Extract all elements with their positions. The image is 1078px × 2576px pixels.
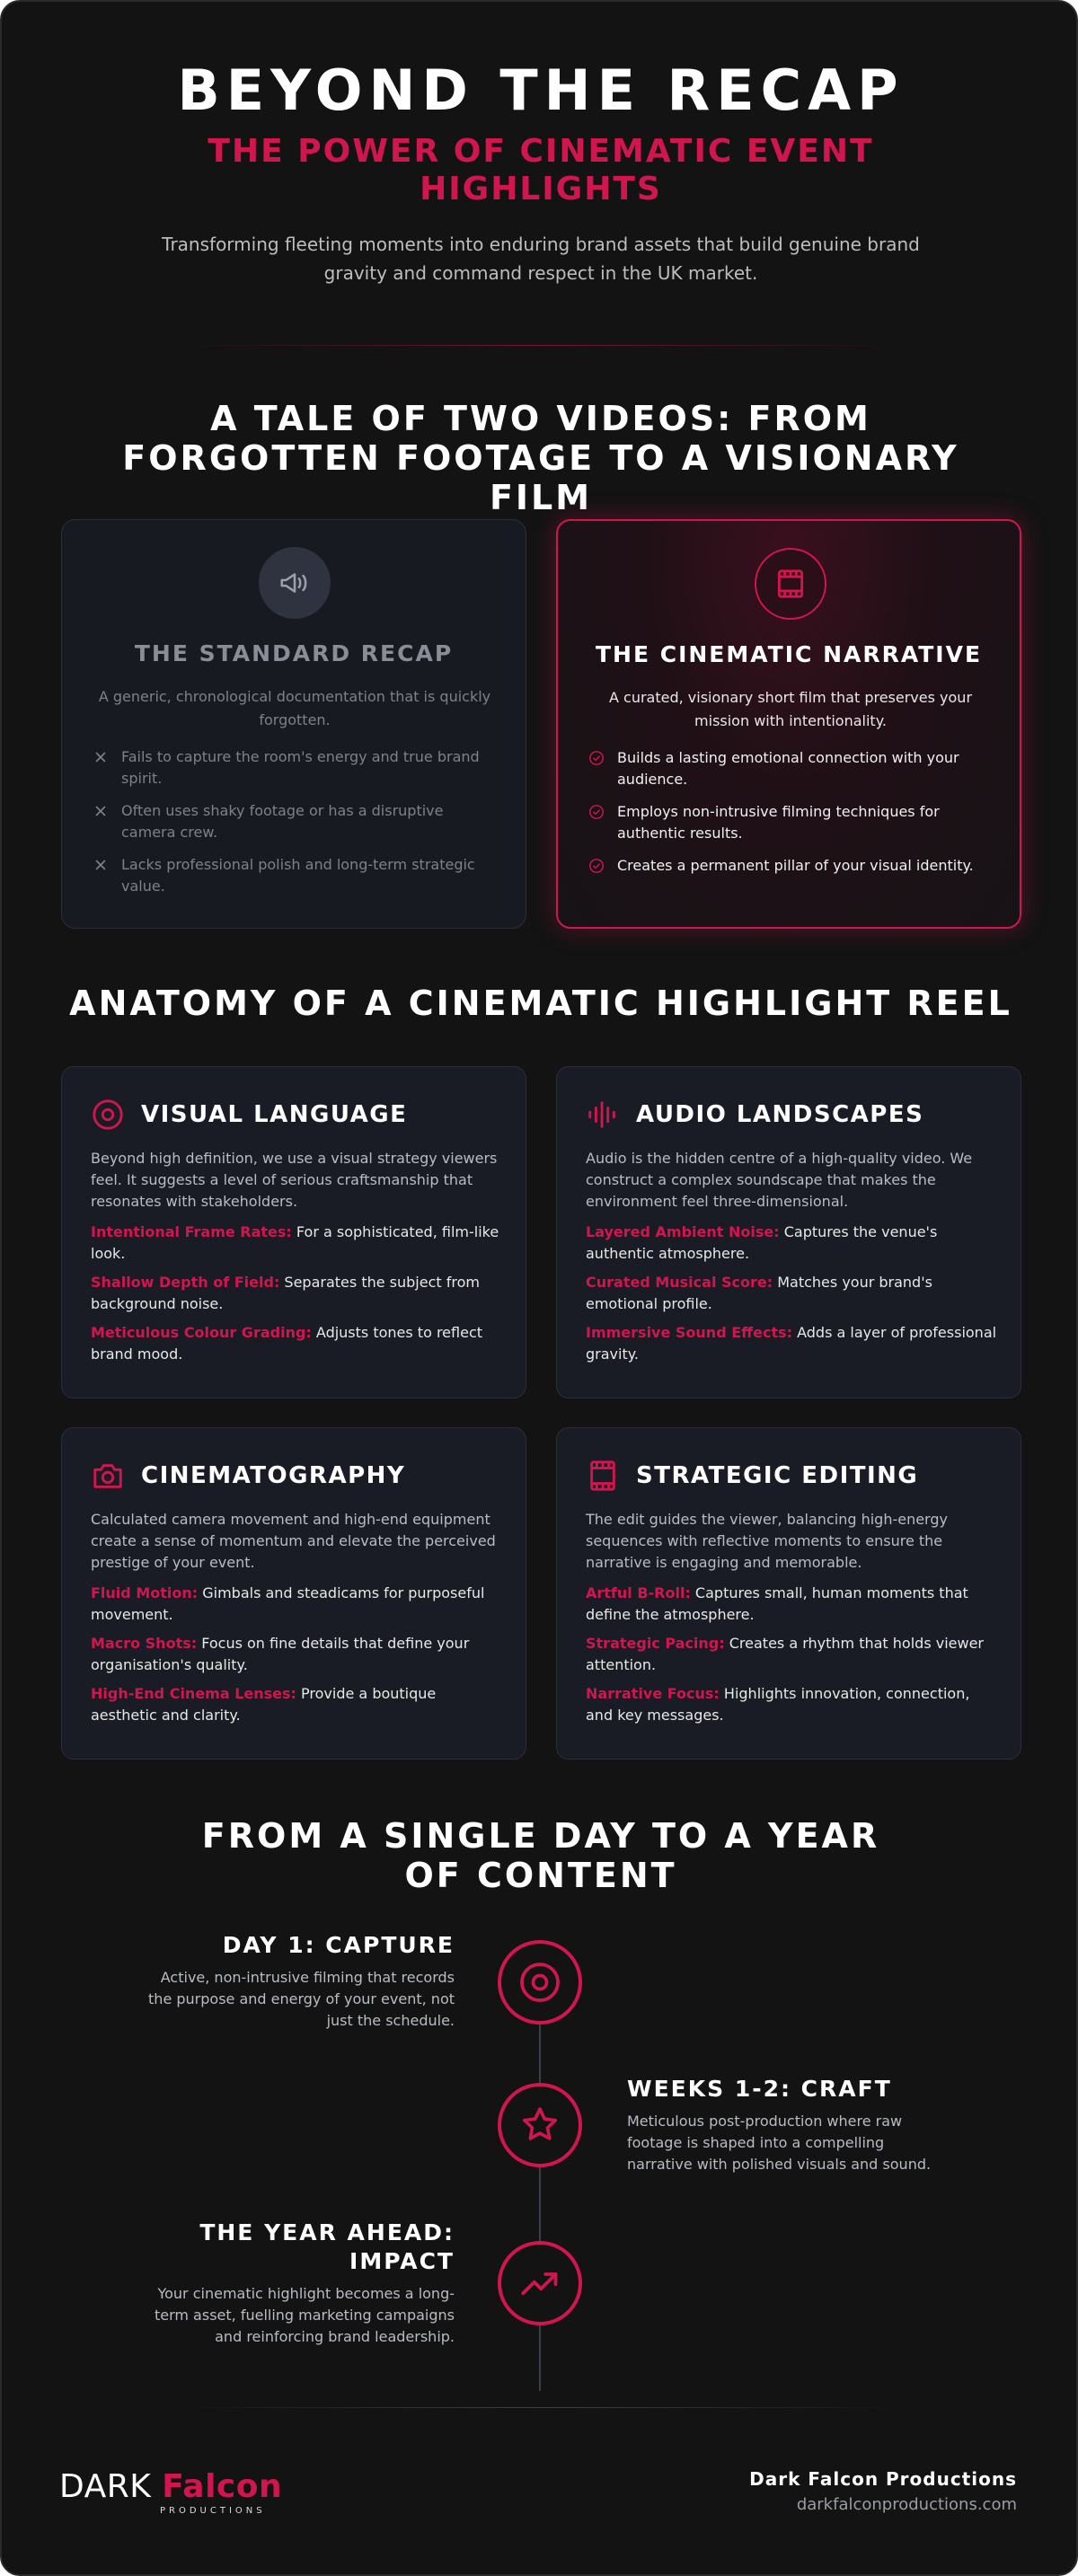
feature-label: Intentional Frame Rates: [91,1223,292,1240]
timeline-step-2-marker [498,2083,582,2167]
hero-divider [181,345,900,346]
check-circle-icon [588,804,605,820]
list-item [586,1272,999,1315]
list-item [588,855,993,877]
feature-text: Captures the venue's authentic atmosphere. [586,1223,938,1262]
trending-up-icon [517,2261,562,2306]
feature-text: Separates the subject from background noise. [91,1274,480,1312]
hero-title: BEYOND THE RECAP [177,57,905,123]
list-item-text: Lacks professional polish and long-term strategic value. [121,856,475,895]
card-title: AUDIO LANDSCAPES [636,1101,924,1128]
card-title: STRATEGIC EDITING [636,1462,919,1489]
list-item [586,1322,999,1365]
feature-text: Gimbals and steadicams for purposeful movement. [91,1584,485,1623]
logo-subtext: PRODUCTIONS [160,2506,266,2516]
footer-divider [181,2407,900,2408]
strategic-editing-card [556,1427,1021,1760]
list-item [91,1222,504,1265]
hero-description: Transforming fleeting moments into enduring brand assets that build genuine brand gravity and command respect in the UK market. [162,234,920,284]
cinematography-card [61,1427,526,1760]
list-item [93,854,497,897]
footer-website-link[interactable]: darkfalconproductions.com [796,2495,1017,2514]
cinematic-narrative-title: THE CINEMATIC NARRATIVE [595,641,983,667]
hero-subtitle: THE POWER OF CINEMATIC EVENT HIGHLIGHTS [208,133,874,207]
list-item-text: Often uses shaky footage or has a disruptive camera crew. [121,802,444,841]
card-feature-list [586,1222,999,1372]
list-item-text: Fails to capture the room's energy and true brand spirit. [121,748,480,787]
feature-text: Highlights innovation, connection, and key messages. [586,1685,970,1724]
target-icon [517,1960,562,2005]
feature-label: Fluid Motion: [91,1584,199,1601]
card-feature-list [91,1222,504,1372]
feature-label: High-End Cinema Lenses: [91,1685,296,1702]
feature-text: Adjusts tones to reflect brand mood. [91,1324,483,1363]
card-feature-list [91,1583,504,1734]
cross-icon [93,749,109,765]
timeline-step-3-marker [498,2241,582,2325]
list-item [93,800,497,843]
timeline-step-2-description: Meticulous post-production where raw footage is shaped into a compelling narrative with polished visuals and sound. [627,2113,932,2173]
standard-recap-list [93,746,497,908]
timeline-step-3-description: Your cinematic highlight becomes a long-term asset, fuelling marketing campaigns and reinforcing brand leadership. [154,2285,455,2345]
timeline-step-2-title: WEEKS 1-2: CRAFT [627,2076,892,2102]
feature-label: Curated Musical Score: [586,1274,773,1291]
feature-label: Layered Ambient Noise: [586,1223,780,1240]
feature-label: Strategic Pacing: [586,1635,725,1652]
list-item [91,1633,504,1676]
list-item-text: Creates a permanent pillar of your visual identity. [617,857,974,874]
list-item-text: Builds a lasting emotional connection with your audience. [617,749,959,788]
list-item [586,1633,999,1676]
audio-landscapes-card [556,1066,1021,1398]
timeline-step-1-description: Active, non-intrusive filming that records the purpose and energy of your event, not just the schedule. [148,1969,455,2029]
list-item [586,1683,999,1726]
camera-icon [91,1459,125,1493]
target-icon [91,1098,125,1132]
list-item [586,1222,999,1265]
cross-icon [93,857,109,873]
timeline-step-1-title: DAY 1: CAPTURE [222,1932,455,1958]
card-description: Calculated camera movement and high-end equipment create a sense of momentum and elevate the perceived prestige of your event. [91,1511,496,1571]
list-item [586,1583,999,1626]
cinematic-narrative-list [588,747,993,887]
check-circle-icon [588,750,605,766]
standard-recap-description: A generic, chronological documentation that is quickly forgotten. [98,688,491,728]
audio-wave-icon [586,1098,620,1132]
star-icon [518,2104,561,2147]
company-logo [59,2468,283,2516]
feature-text: Captures small, human moments that define the atmosphere. [586,1584,968,1623]
card-description: Beyond high definition, we use a visual strategy viewers feel. It suggests a level of serious craftsmanship that resonates with stakeholders. [91,1150,498,1210]
comparison-title: A TALE OF TWO VIDEOS: FROM FORGOTTEN FOOTAGE TO A VISIONARY FILM [122,399,959,517]
standard-recap-title: THE STANDARD RECAP [134,640,454,666]
feature-text: Creates a rhythm that holds viewer attention. [586,1635,985,1673]
standard-recap-card [61,519,526,929]
timeline-title: FROM A SINGLE DAY TO A YEAR OF CONTENT [201,1816,880,1895]
list-item-text: Employs non-intrusive filming techniques for authentic results. [617,803,940,842]
feature-label: Macro Shots: [91,1635,198,1652]
cinematic-narrative-description: A curated, visionary short film that preserves your mission with intentionality. [608,689,973,729]
feature-label: Meticulous Colour Grading: [91,1324,312,1341]
card-description: The edit guides the viewer, balancing high-energy sequences with reflective moments to ensure the narrative is engaging and memorable. [586,1511,948,1571]
list-item [93,746,497,790]
feature-text: Focus on fine details that define your organisation's quality. [91,1635,470,1673]
film-icon [755,548,826,620]
feature-text: Provide a boutique aesthetic and clarity. [91,1685,437,1724]
feature-text: Adds a layer of professional gravity. [586,1324,997,1363]
feature-text: Matches your brand's emotional profile. [586,1274,932,1312]
cinematic-narrative-card [556,519,1021,929]
check-circle-icon [588,858,605,874]
film-icon [586,1459,620,1493]
card-feature-list [586,1583,999,1734]
cross-icon [93,803,109,819]
timeline-step-3-title: THE YEAR AHEAD: IMPACT [199,2219,455,2274]
list-item [588,747,993,790]
feature-label: Shallow Depth of Field: [91,1274,280,1291]
list-item [91,1272,504,1315]
list-item [91,1322,504,1365]
timeline-step-1-marker [498,1940,582,2025]
timeline-line [539,1978,541,2391]
list-item [588,801,993,844]
feature-label: Immersive Sound Effects: [586,1324,793,1341]
card-title: CINEMATOGRAPHY [141,1462,406,1489]
visual-language-card [61,1066,526,1398]
list-item [91,1683,504,1726]
feature-text: For a sophisticated, film-like look. [91,1223,499,1262]
megaphone-icon [259,547,331,619]
logo-dark-text: DARK [59,2468,152,2505]
anatomy-title: ANATOMY OF A CINEMATIC HIGHLIGHT REEL [69,984,1012,1023]
feature-label: Narrative Focus: [586,1685,720,1702]
footer-company-name: Dark Falcon Productions [749,2468,1017,2490]
logo-falcon-text: Falcon [162,2468,283,2505]
list-item [91,1583,504,1626]
card-description: Audio is the hidden centre of a high-quality video. We construct a complex soundscape that makes the environment feel three-dimensional. [586,1150,973,1210]
card-title: VISUAL LANGUAGE [141,1101,408,1128]
feature-label: Artful B-Roll: [586,1584,691,1601]
